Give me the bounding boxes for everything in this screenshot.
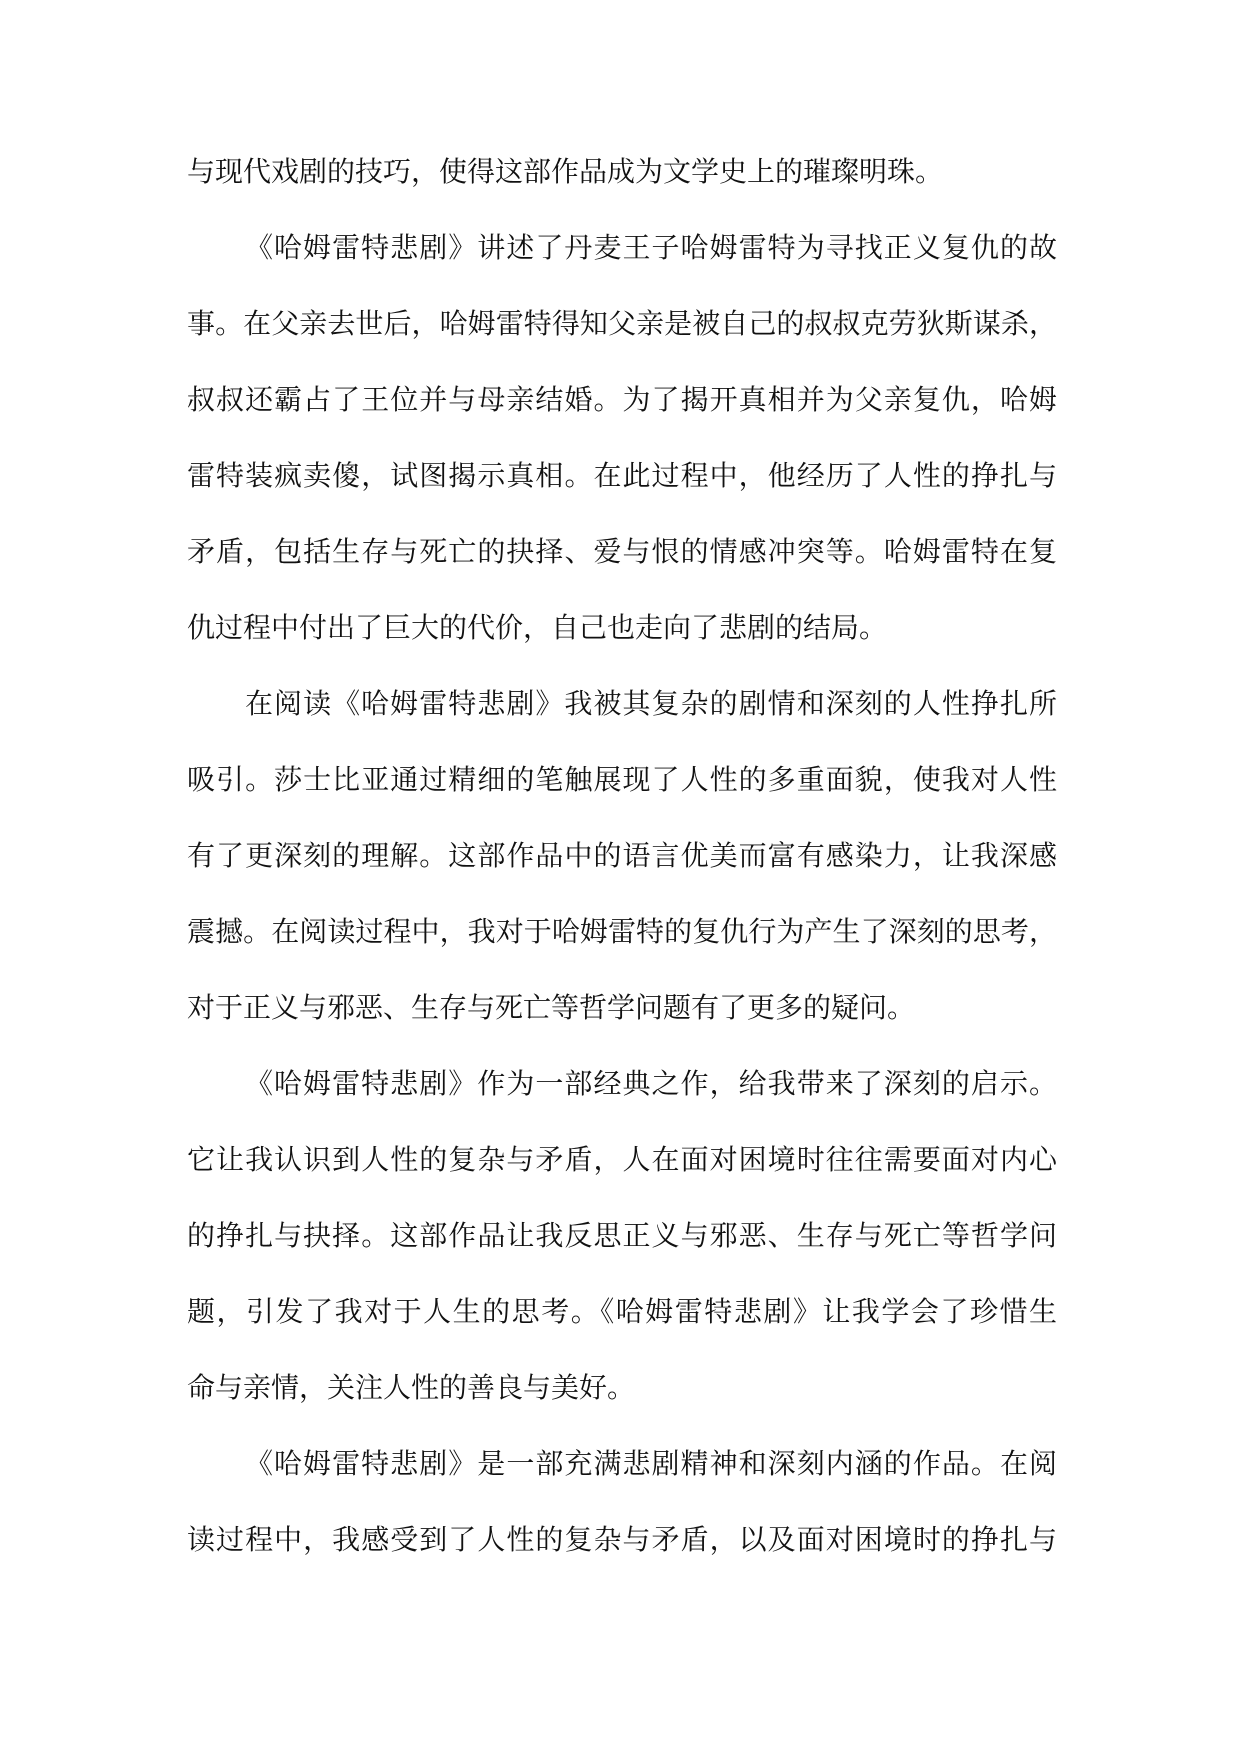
- text-line: 雷特装疯卖傻，试图揭示真相。在此过程中，他经历了人性的挣扎与: [187, 459, 1057, 492]
- text-line: 读过程中，我感受到了人性的复杂与矛盾，以及面对困境时的挣扎与: [187, 1523, 1057, 1556]
- text-line: 对于正义与邪恶、生存与死亡等哲学问题有了更多的疑问。: [187, 991, 916, 1024]
- text-line: 它让我认识到人性的复杂与矛盾，人在面对困境时往往需要面对内心: [187, 1143, 1057, 1176]
- text-line: 《哈姆雷特悲剧》是一部充满悲剧精神和深刻内涵的作品。在阅: [245, 1447, 1057, 1480]
- text-line: 《哈姆雷特悲剧》讲述了丹麦王子哈姆雷特为寻找正义复仇的故: [245, 231, 1057, 264]
- text-line: 题，引发了我对于人生的思考。《哈姆雷特悲剧》让我学会了珍惜生: [187, 1295, 1057, 1328]
- text-line: 有了更深刻的理解。这部作品中的语言优美而富有感染力，让我深感: [187, 839, 1057, 872]
- text-line: 吸引。莎士比亚通过精细的笔触展现了人性的多重面貌，使我对人性: [187, 763, 1057, 796]
- document-body: [187, 134, 1057, 1578]
- text-line: 震撼。在阅读过程中，我对于哈姆雷特的复仇行为产生了深刻的思考，: [187, 915, 1057, 948]
- text-line: 与现代戏剧的技巧，使得这部作品成为文学史上的璀璨明珠。: [187, 155, 944, 188]
- text-line: 的挣扎与抉择。这部作品让我反思正义与邪恶、生存与死亡等哲学问: [187, 1219, 1057, 1252]
- text-line: 《哈姆雷特悲剧》作为一部经典之作，给我带来了深刻的启示。: [245, 1067, 1057, 1100]
- text-line: 矛盾，包括生存与死亡的抉择、爱与恨的情感冲突等。哈姆雷特在复: [187, 535, 1057, 568]
- text-line: 叔叔还霸占了王位并与母亲结婚。为了揭开真相并为父亲复仇，哈姆: [187, 383, 1057, 416]
- text-line: 仇过程中付出了巨大的代价，自己也走向了悲剧的结局。: [187, 611, 888, 644]
- text-line: 事。在父亲去世后，哈姆雷特得知父亲是被自己的叔叔克劳狄斯谋杀，: [187, 307, 1057, 340]
- text-line: 在阅读《哈姆雷特悲剧》我被其复杂的剧情和深刻的人性挣扎所: [245, 687, 1057, 720]
- text-line: 命与亲情，关注人性的善良与美好。: [187, 1371, 636, 1404]
